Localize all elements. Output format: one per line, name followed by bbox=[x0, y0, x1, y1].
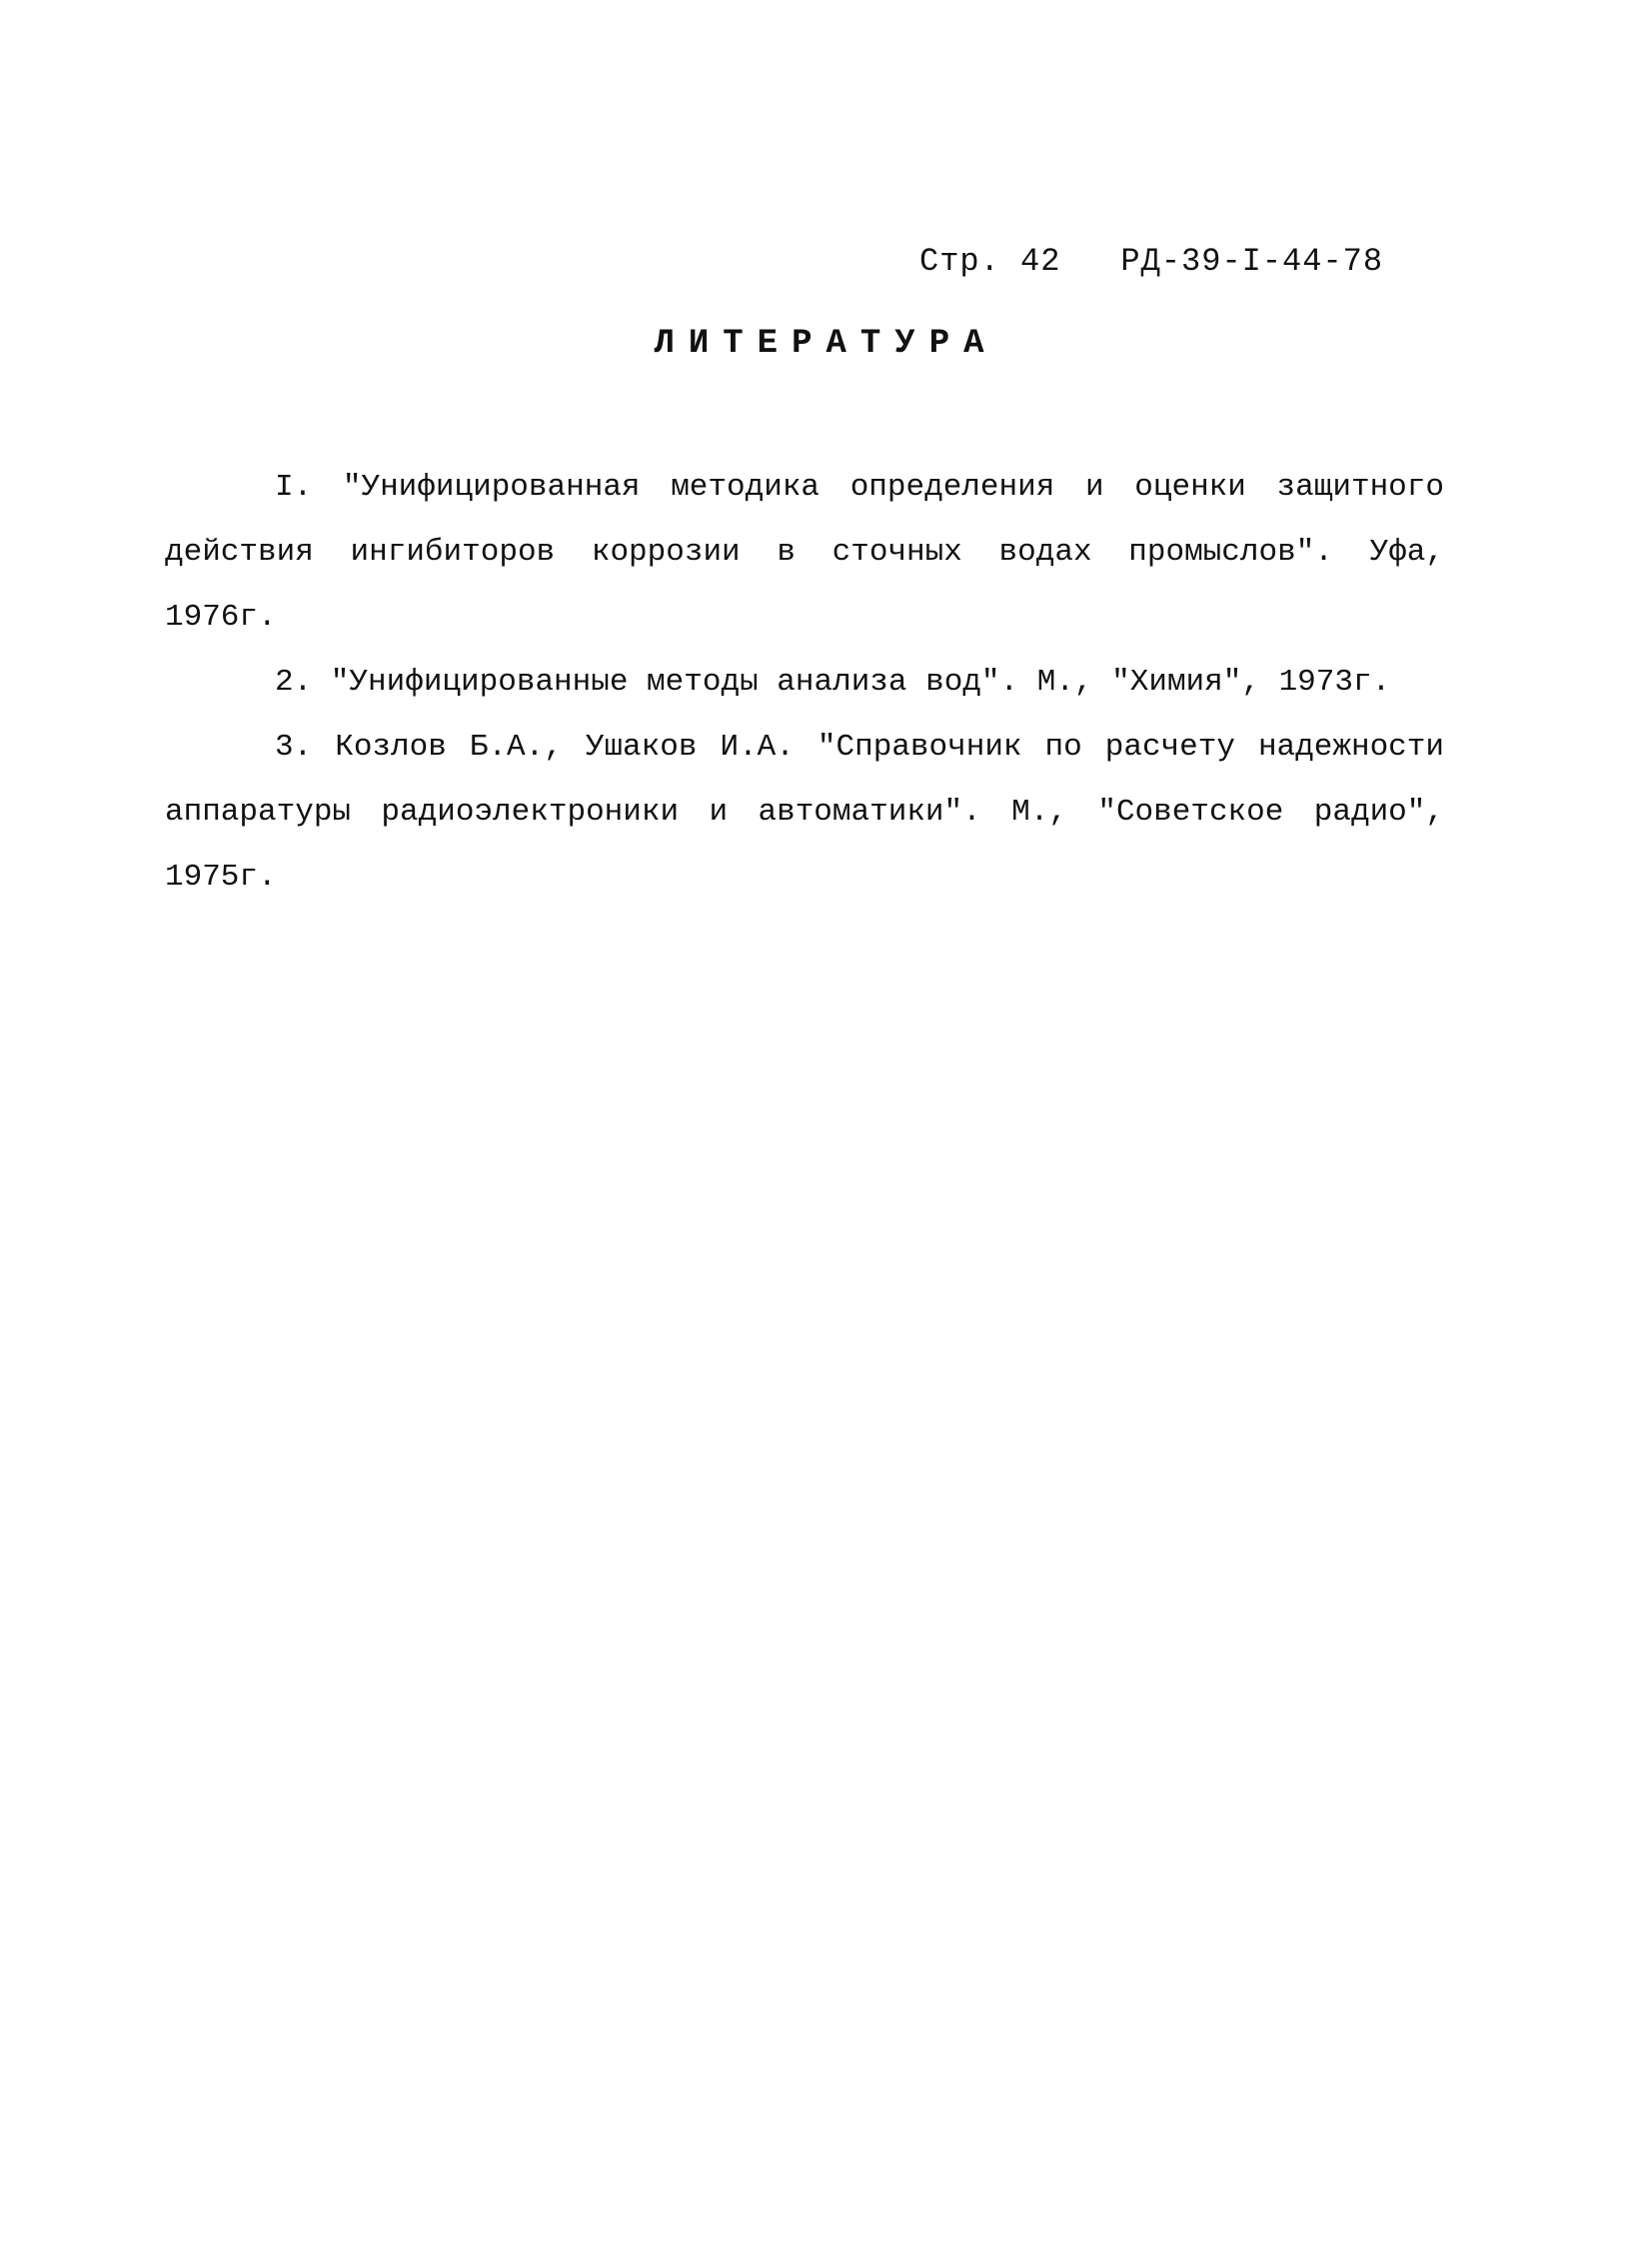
reference-item-1: I. "Унифицированная методика определения и оценки защитного действия ингибиторов коррозии в сточных водах промыслов". Уфа, 1976г. bbox=[165, 470, 1444, 635]
section-title: ЛИТЕРАТУРА bbox=[654, 325, 998, 363]
page-header bbox=[919, 243, 1383, 280]
document-code: РД-39-I-44-78 bbox=[1120, 243, 1384, 280]
reference-item-3: 3. Козлов Б.А., Ушаков И.А. "Справочник по расчету надежности аппаратуры радиоэлектроники и автоматики". М., "Советское радио", 1975г. bbox=[165, 730, 1444, 895]
reference-list bbox=[165, 455, 1444, 910]
reference-item-2: 2. "Унифицированные методы анализа вод". М., "Химия", 1973г. bbox=[275, 665, 1391, 700]
page-number: Стр. 42 bbox=[919, 243, 1061, 280]
